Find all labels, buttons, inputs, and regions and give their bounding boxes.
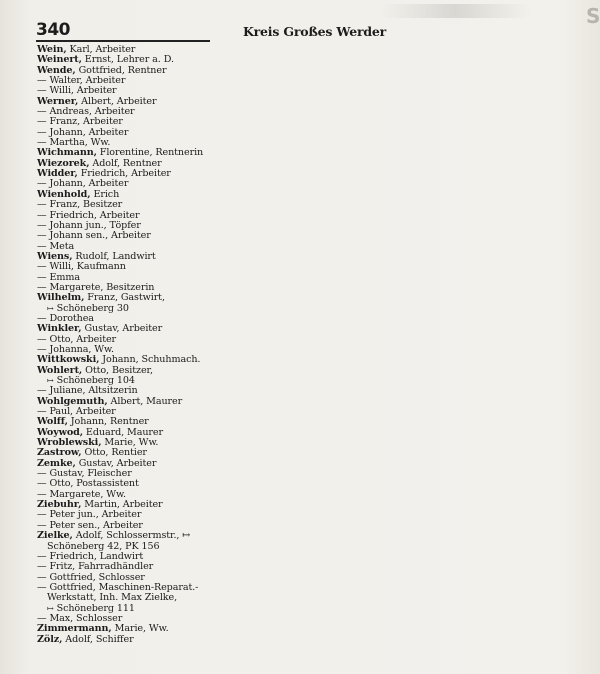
subentry-text: — Johann jun., Töpfer [37, 219, 141, 231]
entry-details: Marie, Ww. [101, 437, 159, 449]
entry-details: Karl, Arbeiter [66, 44, 136, 55]
entry-surname: Wroblewski, [37, 437, 102, 449]
subentry-text: — Peter jun., Arbeiter [37, 509, 142, 521]
subentry-text: — Johann sen., Arbeiter [37, 230, 151, 242]
entry-details: Johann, Schuhmach. [99, 354, 201, 366]
entry-surname: Wienhold, [37, 188, 91, 200]
entry-surname: Wolff, [37, 416, 68, 428]
entry-surname: Wende, [37, 64, 76, 76]
entry-details: Adolf, Schiffer [62, 633, 134, 645]
subentry-text: — Margarete, Ww. [37, 488, 126, 500]
entry-surname: Werner, [37, 95, 79, 107]
directory-entry [37, 635, 257, 645]
entry-surname: Winkler, [37, 323, 82, 335]
entry-surname: Wohlgemuth, [37, 395, 108, 407]
entry-details: Erich [90, 188, 120, 200]
subentry-text: — Walter, Arbeiter [37, 75, 126, 87]
entry-details: Albert, Maurer [107, 395, 183, 407]
continuation-text: Schöneberg 42, PK 156 [47, 540, 160, 552]
entry-details: Gustav, Arbeiter [75, 457, 157, 469]
subentry-text: — Johann, Arbeiter [37, 126, 129, 138]
entry-details: Franz, Gastwirt, [84, 292, 165, 304]
phone-arrow-icon: ↦ [47, 603, 54, 613]
continuation-text: Werkstatt, Inh. Max Zielke, [47, 592, 178, 604]
subentry-text: — Paul, Arbeiter [37, 406, 116, 418]
entry-details: Otto, Rentier [81, 447, 147, 459]
phone-arrow-icon: ↦ [47, 303, 54, 313]
subentry-text: — Gottfried, Schlosser [37, 571, 145, 583]
entry-surname: Ziebuhr, [37, 499, 82, 511]
entry-surname: Wiens, [37, 250, 73, 262]
continuation-text: Schöneberg 30 [56, 302, 129, 314]
subentry-text: — Franz, Arbeiter [37, 116, 123, 128]
entry-surname: Wilhelm, [37, 292, 85, 304]
entry-details: Adolf, Rentner [89, 157, 162, 169]
entry-details: Ernst, Lehrer a. D. [81, 54, 174, 66]
entry-surname: Woywod, [37, 426, 83, 438]
running-head: Kreis Großes Werder [243, 24, 387, 39]
entry-details: Albert, Arbeiter [78, 95, 157, 107]
subentry-text: — Johanna, Ww. [37, 343, 114, 355]
entry-details: Eduard, Maurer [82, 426, 163, 438]
page-number: 340 [36, 20, 70, 40]
entry-details: Johann, Rentner [67, 416, 149, 428]
bleed-through-smudge [380, 4, 530, 18]
subentry-text: — Otto, Arbeiter [37, 333, 117, 345]
subentry-text: — Dorothea [37, 312, 94, 324]
subentry-text: — Friedrich, Arbeiter [37, 209, 140, 221]
page-edge-mark: S [586, 4, 600, 28]
entry-surname: Zimmermann, [37, 623, 112, 635]
entry-surname: Wiezorek, [37, 157, 90, 169]
subentry-text: — Friedrich, Landwirt [37, 550, 144, 562]
entry-details: Adolf, Schlossermstr., ↦ [72, 530, 191, 542]
subentry-text: — Johann, Arbeiter [37, 178, 129, 190]
entry-surname: Wein, [37, 44, 67, 55]
subentry-text: — Otto, Postassistent [37, 478, 139, 490]
entry-surname: Wittkowski, [37, 354, 100, 366]
subentry-text: — Juliane, Altsitzerin [37, 385, 138, 397]
subentry-text: — Gustav, Fleischer [37, 468, 132, 480]
entry-surname: Wichmann, [37, 147, 97, 159]
entry-details: Gustav, Arbeiter [81, 323, 163, 335]
entry-details: Friedrich, Arbeiter [77, 168, 171, 180]
subentry-text: — Margarete, Besitzerin [37, 281, 155, 293]
entry-details: Martin, Arbeiter [81, 499, 163, 511]
subentry-text: — Martha, Ww. [37, 137, 111, 149]
entry-surname: Zemke, [37, 457, 76, 469]
entry-details: Otto, Besitzer, [82, 364, 153, 376]
subentry-text: — Franz, Besitzer [37, 199, 123, 211]
entry-surname: Weinert, [37, 54, 82, 66]
entry-surname: Zielke, [37, 530, 73, 542]
continuation-text: Schöneberg 111 [56, 602, 135, 614]
entry-details: Florentine, Rentnerin [96, 147, 204, 159]
entry-details: Rudolf, Landwirt [72, 250, 156, 262]
phone-arrow-icon: ↦ [47, 376, 54, 385]
entry-details: Gottfried, Rentner [75, 64, 167, 76]
subentry-text: — Andreas, Arbeiter [37, 106, 135, 118]
subentry-text: — Willi, Arbeiter [37, 85, 117, 97]
entry-surname: Widder, [37, 168, 78, 180]
subentry-text: — Gottfried, Maschinen-Reparat.- [37, 581, 199, 593]
subentry-text: — Peter sen., Arbeiter [37, 519, 143, 531]
entry-surname: Zölz, [37, 633, 63, 645]
subentry-text: — Max, Schlosser [37, 612, 123, 624]
subentry-text: — Fritz, Fahrradhändler [37, 561, 154, 573]
entry-details: Marie, Ww. [111, 623, 169, 635]
subentry-text: — Emma [37, 271, 80, 283]
subentry-text: — Meta [37, 240, 75, 252]
header-rule [36, 40, 210, 42]
directory-entries [37, 45, 257, 645]
entry-surname: Zastrow, [37, 447, 82, 459]
continuation-text: Schöneberg 104 [56, 375, 135, 386]
subentry-text: — Willi, Kaufmann [37, 261, 126, 273]
entry-surname: Wohlert, [37, 364, 83, 376]
